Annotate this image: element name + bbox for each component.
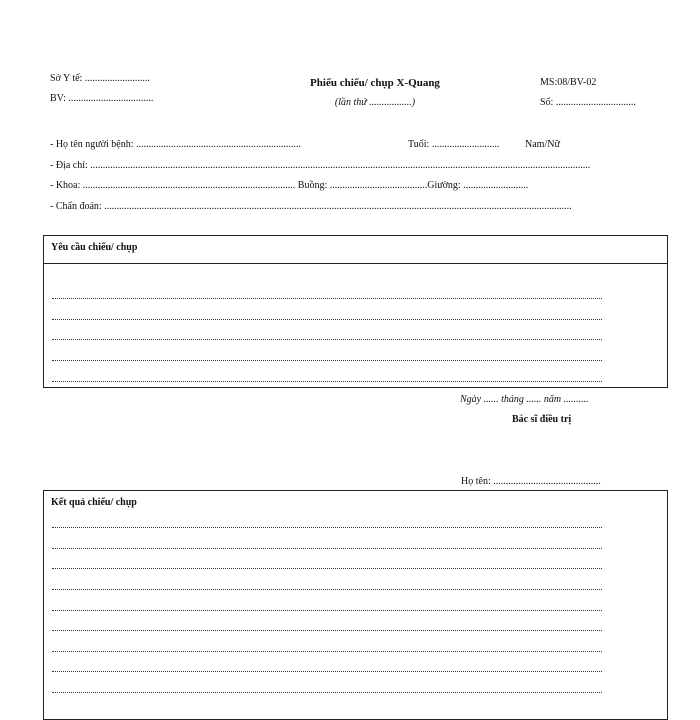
gender-field: Nam/Nữ (525, 139, 560, 150)
result-line (52, 671, 602, 672)
request-line (52, 381, 602, 382)
result-line (52, 651, 602, 652)
result-title: Kết quả chiếu/ chụp (51, 497, 137, 508)
diagnosis-field: - Chẩn đoán: ........................................................................................................................................................................................... (50, 201, 572, 212)
ms-code: MS:08/BV-02 (540, 77, 597, 88)
page-title: Phiếu chiếu/ chụp X-Quang (310, 77, 440, 89)
result-line (52, 630, 602, 631)
address-field: - Địa chỉ: ........................................................................................................................................................................................................ (50, 160, 591, 171)
request-line (52, 360, 602, 361)
patient-name-field: - Họ tên người bệnh: .................................................................. (50, 139, 301, 150)
bv-field: BV: .................................. (50, 93, 154, 104)
request-title: Yêu cầu chiếu/ chụp (51, 242, 138, 253)
result-line (52, 568, 602, 569)
lan-thu-field: (lần thứ .................) (334, 97, 416, 108)
date-field: Ngày ...... tháng ...... năm .......... (460, 394, 589, 405)
request-line (52, 339, 602, 340)
department-field: - Khoa: ..................................................................................... Buồng: .......................................Giường: .......................... (50, 180, 529, 191)
so-field: Số: ................................ (540, 97, 636, 108)
request-box-header (44, 236, 667, 264)
doctor-label: Bác sĩ điều trị (512, 414, 572, 425)
request-box (43, 235, 668, 388)
result-line (52, 527, 602, 528)
doctor-name-field: Họ tên: ........................................... (461, 476, 601, 487)
result-line (52, 610, 602, 611)
so-y-te-field: Sở Y tế: .......................... (50, 73, 150, 84)
result-box (43, 490, 668, 720)
request-line (52, 298, 602, 299)
result-line (52, 548, 602, 549)
age-field: Tuổi: ........................... (408, 139, 500, 150)
result-line (52, 692, 602, 693)
result-line (52, 589, 602, 590)
request-line (52, 319, 602, 320)
